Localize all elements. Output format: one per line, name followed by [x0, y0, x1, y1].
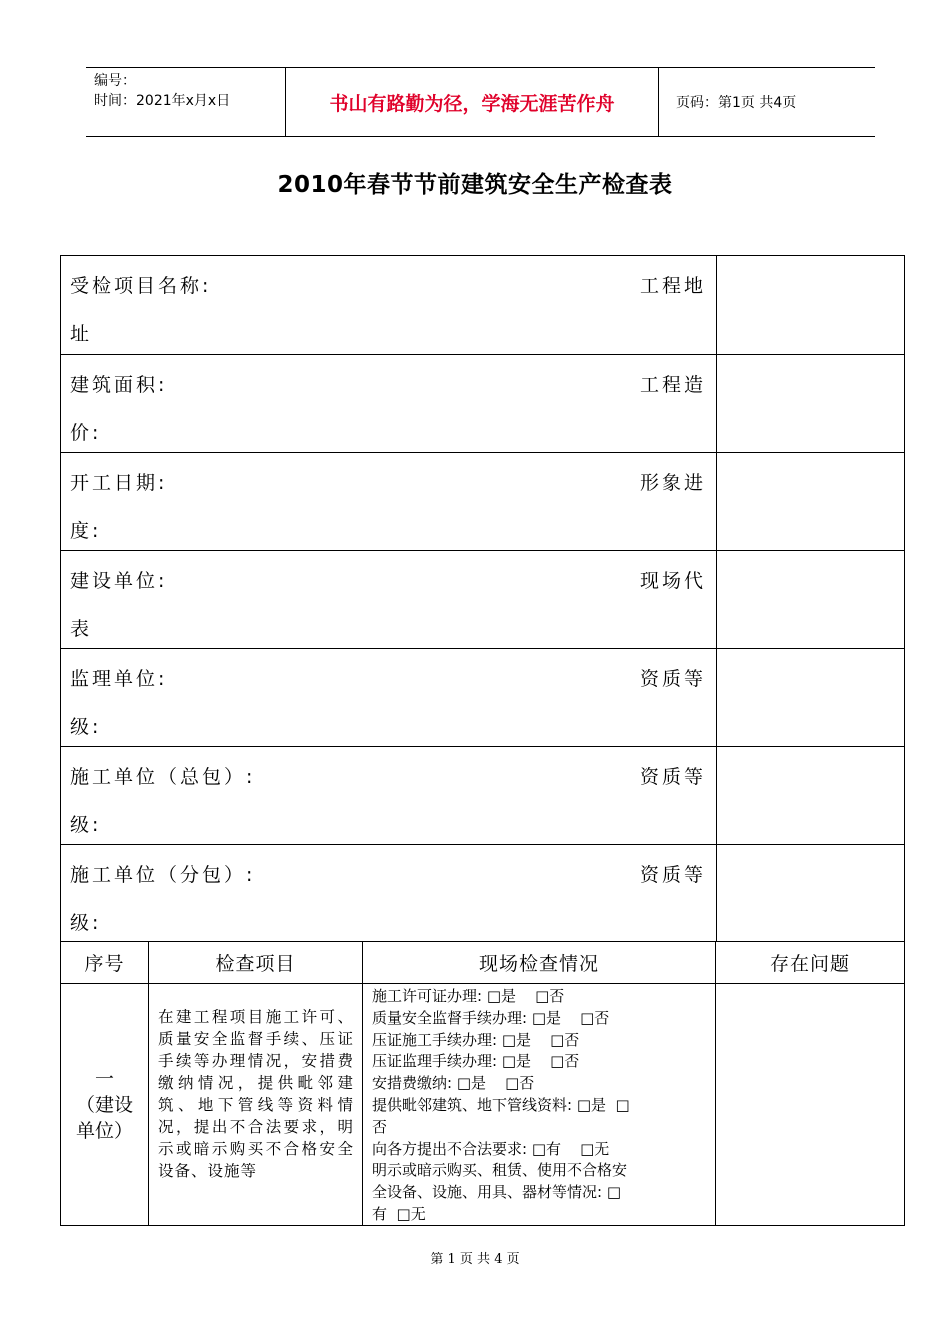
info-label: 开工日期: [70, 472, 168, 494]
check-line: 施工许可证办理: □是 □否 [372, 987, 565, 1005]
check-line: 全设备、设施、用具、器材等情况: □ [372, 1183, 621, 1202]
info-row-owner [61, 551, 904, 649]
row-check-item: 在建工程项目施工许可、质量安全监督手续、压证手续等办理情况，安措费缴纳情况，提供毗邻建筑、地下管线等资料情况，提出不合法要求，明示或暗示购买不合格安全设备、设施等 [149, 984, 363, 1225]
motto: 书山有路勤为径，学海无涯苦作舟 [286, 68, 659, 136]
row-issues [716, 984, 904, 1225]
info-label: 建筑面积: [70, 374, 168, 396]
table-row [61, 984, 904, 1225]
page-info-text: 页码：第1页 共4页 [676, 95, 797, 111]
info-label-right: 形象进 [639, 472, 706, 494]
info-label-wrap: 级: [70, 716, 102, 738]
info-label-wrap: 表 [70, 618, 93, 640]
check-line: 质量安全监督手续办理: □是 □否 [372, 1008, 610, 1027]
info-label: 建设单位: [70, 570, 168, 592]
header-meta-cell [86, 68, 286, 136]
header-seq: 序号 [61, 942, 149, 983]
info-label-right: 资质等 [639, 864, 706, 886]
row-site-checks [363, 984, 716, 1225]
check-line: 安措费缴纳: □是 □否 [372, 1074, 535, 1093]
number-label: 编号： [94, 73, 136, 89]
info-label: 受检项目名称: [70, 275, 212, 297]
info-row-start-date [61, 453, 904, 551]
header-site-check: 现场检查情况 [363, 942, 716, 983]
check-line: 压证施工手续办理: □是 □否 [372, 1030, 580, 1049]
info-label-right: 资质等 [639, 766, 706, 788]
seq-party: （建设 [75, 1093, 133, 1116]
check-line: 明示或暗示购买、租赁、使用不合格安 [372, 1161, 628, 1180]
page-footer: 第 1 页 共 4 页 [430, 1252, 520, 1267]
info-label-right: 现场代 [639, 570, 706, 592]
info-row-supervisor [61, 649, 904, 747]
seq-number: 一 [94, 1067, 114, 1090]
table-header-row [61, 942, 904, 984]
info-row-project [61, 256, 904, 355]
header-issues: 存在问题 [769, 953, 850, 975]
info-label-wrap: 级: [70, 912, 102, 934]
row-seq [61, 984, 149, 1225]
header-item: 检查项目 [149, 942, 363, 983]
info-label-right: 工程地 [639, 275, 706, 297]
info-row-general-contractor [61, 747, 904, 845]
info-label-wrap: 址 [70, 323, 93, 345]
check-line: 有 □无 [372, 1204, 426, 1223]
info-label-wrap: 价: [70, 422, 102, 444]
info-label-wrap: 级: [70, 814, 102, 836]
info-label: 监理单位: [70, 668, 168, 690]
check-line: 否 [372, 1117, 388, 1136]
info-label-right: 工程造 [639, 374, 706, 396]
info-row-subcontractor [61, 845, 904, 942]
check-line: 提供毗邻建筑、地下管线资料: □是 □ [372, 1095, 630, 1114]
inspection-table [60, 255, 905, 1226]
page-title: 2010年春节节前建筑安全生产检查表 [277, 172, 673, 198]
info-label-wrap: 度: [70, 520, 102, 542]
info-label-right: 资质等 [639, 668, 706, 690]
seq-party-cont: 单位） [75, 1119, 133, 1142]
check-line: 压证监理手续办理: □是 □否 [372, 1052, 580, 1071]
check-line: 向各方提出不合法要求: □有 □无 [372, 1139, 610, 1158]
page-info [667, 68, 875, 136]
document-header [86, 67, 875, 137]
info-label: 施工单位（总包）: [70, 766, 256, 788]
info-row-area [61, 355, 904, 453]
info-label: 施工单位（分包）: [70, 864, 256, 886]
date-line: 时间：2021年x月x日 [94, 93, 231, 109]
